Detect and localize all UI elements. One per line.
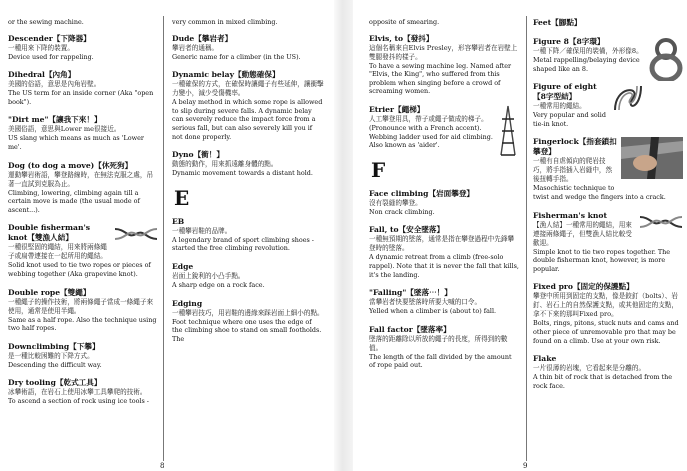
entry-list	[8, 34, 158, 406]
entry-english-definition: (Pronounce with a French accent). Webbing ladder used for aid climbing. Also known as 'aider'.	[369, 123, 493, 150]
entry-chinese-definition: 冰攀術語，在岩石上使用冰攀工具攀爬的技術。	[8, 388, 147, 397]
entry-chinese-definition: 運動攀岩術語，攀登路線時，在無法克服之處，吊著一直試到克服為止。	[8, 170, 154, 188]
entry-english-definition: A legendary brand of sport climbing shoes - started the free climbing revolution.	[172, 235, 314, 253]
knot-illustration	[639, 211, 683, 233]
glossary-entry	[172, 217, 324, 253]
entry-english-definition: Masochistic technique to twist and wedge the fingers into a crack.	[533, 184, 666, 201]
glossary-entry	[8, 34, 158, 62]
continued-fragment: very common in mixed climbing.	[172, 18, 278, 26]
entry-chinese-definition: 沒有裂縫的攀登。	[369, 198, 422, 207]
entry-chinese-definition: 一種攀岩鞋的品牌。	[172, 226, 232, 235]
left-page-column-1	[8, 18, 158, 415]
entry-list	[369, 34, 519, 150]
entry-list	[369, 189, 519, 370]
entry-term: EB	[172, 216, 185, 226]
entry-chinese-definition: 一種用來下降的裝置。	[8, 43, 74, 52]
entry-term: Fall, to【安全墜落】	[369, 225, 445, 235]
knot-illustration	[114, 223, 158, 245]
entry-english-definition: A belay method in which some rope is allowed to slip during severe falls. A dynamic belay can severely reduce the impact force from a serious fall, but can also severely kill you if not done properly.	[172, 98, 323, 141]
entry-english-definition: Non crack climbing.	[369, 207, 435, 216]
entry-term: Edge	[172, 261, 194, 271]
entry-chinese-definition: 美國的俗語，意思是內角岩壁。	[8, 80, 101, 89]
entry-illustration	[639, 211, 683, 237]
glossary-entry	[369, 325, 519, 370]
section-letter-e: E	[174, 185, 190, 210]
entry-chinese-definition: 人工攀登用具，帶子或繩子做成的梯子。	[369, 114, 488, 123]
entry-english-definition: Yelled when a climber is (about to) fall.	[369, 307, 497, 316]
glossary-entry	[172, 70, 324, 141]
entry-chinese-definition: 這個名稱來自Elvis Presley，形容攀岩者在岩壁上雙腿發抖的樣子。	[369, 43, 518, 61]
entry-english-definition: Metal rappelling/belaying device shaped like an 8.	[533, 56, 640, 73]
entry-list	[533, 18, 683, 390]
entry-term: Downclimbing【下攀】	[8, 341, 100, 351]
glossary-entry	[8, 115, 158, 151]
page-number: 9	[523, 462, 528, 470]
glossary-entry	[8, 223, 158, 278]
entry-english-definition: Device used for rappeling.	[8, 52, 94, 61]
entry-list	[172, 34, 324, 178]
entry-english-definition: A dynamic retreat from a climb (free-solo rappel). Note that it is never the fall that kills, it's the landing.	[369, 253, 519, 279]
entry-english-definition: A thin bit of rock that is detached from the rock face.	[533, 373, 673, 390]
glossary-entry	[8, 161, 158, 215]
entry-chinese-definition: 一種繩子的操作技術，將兩條繩子當成一條繩子來使用，通常是使用半繩。	[8, 297, 154, 315]
entry-illustration	[114, 223, 158, 249]
entry-term: Descender【下降器】	[8, 33, 91, 43]
entry-illustration	[611, 82, 645, 116]
entry-term: Face climbing【岩面攀登】	[369, 188, 475, 198]
entry-chinese-definition: 一片很薄的岩塊，它看起來是分離的。	[533, 364, 646, 373]
entry-english-definition: Bolts, rings, pitons, stuck nuts and cams and other piece of unremovable pro that may be found on a climb. Use at your own risk.	[533, 319, 679, 345]
entry-term: Dyno【衝！】	[172, 150, 224, 160]
glossary-entry	[369, 225, 519, 279]
entry-chinese-definition: 墜落的距離除以所放的繩子的長度，所得到的數值。	[369, 334, 508, 352]
entry-term: Dihedral【內角】	[8, 70, 76, 80]
continued-fragment: or the sewing machine.	[8, 18, 84, 26]
entry-term: Fall factor【墜落率】	[369, 324, 451, 334]
entry-english-definition: Foot technique where one uses the edge of the climbing shoe to stand on small footholds. The	[172, 317, 322, 343]
entry-english-definition: The length of the fall divided by the amount of rope paid out.	[369, 352, 512, 370]
entry-illustration	[649, 37, 683, 85]
entry-chinese-definition: 一種攀岩技巧，用岩鞋的邊緣來踩岩面上細小的點。	[172, 308, 324, 317]
entry-chinese-definition: 一種很堅固的繩結，用來將兩條繩子或扁帶連接在一起所用的繩結。	[8, 243, 107, 261]
entry-english-definition: Generic name for a climber (in the US).	[172, 52, 301, 61]
entry-list	[172, 217, 324, 344]
glossary-entry	[533, 211, 683, 274]
figure-8-device-illustration	[649, 37, 683, 81]
glossary-entry	[369, 288, 519, 316]
entry-chinese-definition: 【漁人結】一種常用的繩結，用來連接兩條繩子，但雙漁人結比較受歡迎。	[533, 220, 632, 247]
glossary-entry	[369, 105, 519, 150]
entry-term: Dry tooling【乾式工具】	[8, 378, 102, 388]
entry-illustration	[497, 105, 519, 161]
entry-english-definition: To have a sewing machine leg. Named after "Elvis, the King", who suffered from this problem when singing before a crowd of screaming women.	[369, 61, 512, 96]
entry-chinese-definition: 攀岩者的通稱。	[172, 43, 219, 52]
right-page	[353, 8, 687, 470]
entry-english-definition: US slang which means as much as 'Lower me'.	[8, 134, 144, 151]
figure-of-eight-knot-illustration	[611, 82, 645, 112]
continued-fragment: opposite of smearing.	[369, 18, 440, 26]
entry-term: Feet【腳點】	[533, 18, 582, 27]
entry-term: "Dirt me"【讓我下來！】	[8, 115, 102, 125]
entry-term: Fixed pro【固定的保護點】	[533, 282, 634, 292]
entry-term: Dog (to dog a move)【休死狗】	[8, 160, 133, 170]
entry-english-definition: Solid knot used to tie two ropes or pieces of webbing together (Aka grapevine knot).	[8, 261, 151, 278]
entry-english-definition: A sharp edge on a rock face.	[172, 280, 265, 289]
entry-chinese-definition: 是一種比較困難的下降方式。	[8, 351, 94, 360]
page-number: 8	[160, 462, 165, 470]
entry-chinese-definition: 動態的動作，用來抓遠離身體的點。	[172, 160, 278, 169]
entry-english-definition: The US term for an inside corner (Aka "open book").	[8, 89, 154, 106]
etrier-illustration	[497, 105, 519, 157]
entry-term: Fisherman's knot	[533, 210, 607, 220]
entry-chinese-definition: 岩面上銳利的小凸手點。	[172, 271, 245, 280]
glossary-entry	[172, 150, 324, 178]
glossary-entry	[172, 299, 324, 344]
section-letter-f: F	[371, 157, 386, 182]
book-gutter	[334, 0, 353, 471]
glossary-entry	[369, 34, 519, 96]
glossary-entry	[172, 262, 324, 290]
entry-chinese-definition: 一種有自虐傾向的爬岩技巧，將手指插入岩縫中，然後扭轉手指。	[533, 157, 613, 184]
glossary-entry	[8, 378, 158, 406]
entry-english-definition: Simple knot to tie two ropes together. The double fisherman knot, however, is more popular.	[533, 247, 671, 273]
entry-term: Double rope【雙繩】	[8, 287, 91, 297]
entry-term: Figure 8【8字環】	[533, 37, 605, 46]
entry-term: Double fisherman's knot【雙漁人結】	[8, 223, 91, 243]
entry-term: Edging	[172, 298, 203, 308]
entry-english-definition: Climbing, lowering, climbing again till a certain move is made (the usual mode of ascent...).	[8, 188, 140, 214]
entry-english-definition: Descending the difficult way.	[8, 360, 102, 369]
entry-english-definition: Dynamic movement towards a distant hold.	[172, 169, 313, 178]
glossary-entry	[533, 282, 683, 345]
entry-term: "Falling"【墜落⋯！】	[369, 288, 452, 298]
entry-term: Fingerlock【指套鎖扣攀登】	[533, 137, 617, 157]
entry-chinese-definition: 一種下降／確保用的裝備，外形像8。	[533, 47, 643, 55]
left-page	[0, 8, 334, 470]
entry-english-definition: Same as a half rope. Also the technique using two half ropes.	[8, 315, 157, 333]
entry-chinese-definition: 一種確保的方式，在確保時讓繩子有些延伸，讓衝擊力變小，減少受傷機率。	[172, 80, 324, 98]
entry-term: Etrier【繩梯】	[369, 104, 425, 114]
entry-term: Flake	[533, 354, 557, 364]
entry-english-definition: Very popular and solid tie-in knot.	[533, 111, 606, 128]
left-page-column-2	[172, 18, 324, 352]
glossary-entry	[8, 288, 158, 333]
glossary-entry	[369, 189, 519, 217]
glossary-entry	[533, 37, 683, 73]
column-divider	[526, 16, 527, 461]
entry-term: Dynamic belay【動態確保】	[172, 70, 280, 80]
entry-chinese-definition: 當攀岩者快要墜落時所要大喊的口令。	[369, 298, 482, 307]
entry-term: Figure of eight【8字型結】	[533, 82, 597, 102]
entry-illustration	[621, 137, 683, 183]
glossary-entry	[533, 354, 683, 390]
entry-term: Dude【攀岩者】	[172, 33, 233, 43]
entry-chinese-definition: 一種無預期的墜落，通常是指在攀登過程中先鋒攀登時的墜落。	[369, 235, 515, 253]
entry-english-definition: To ascend a section of rock using ice tools -	[8, 397, 149, 406]
right-page-column-2	[533, 18, 683, 399]
glossary-entry	[8, 70, 158, 106]
column-divider	[163, 16, 164, 461]
glossary-entry	[533, 18, 683, 28]
glossary-entry	[533, 82, 683, 128]
entry-term: Elvis, to【發抖】	[369, 33, 434, 43]
glossary-entry	[8, 342, 158, 370]
glossary-entry	[533, 137, 683, 201]
fingerlock-photo	[621, 137, 683, 179]
glossary-entry	[172, 34, 324, 62]
entry-chinese-definition: 攀登中所用到固定的支點，像是鉸釘（bolts）、岩釘、岩石上的自然保護支點，或其他固定的支點，拿不下來的那叫Fixed pro。	[533, 292, 679, 319]
entry-chinese-definition: 美國俗語，意思與Lower me很接近。	[8, 125, 121, 134]
entry-chinese-definition: 一種常用的繩結。	[533, 102, 586, 111]
right-page-column-1	[369, 18, 519, 379]
